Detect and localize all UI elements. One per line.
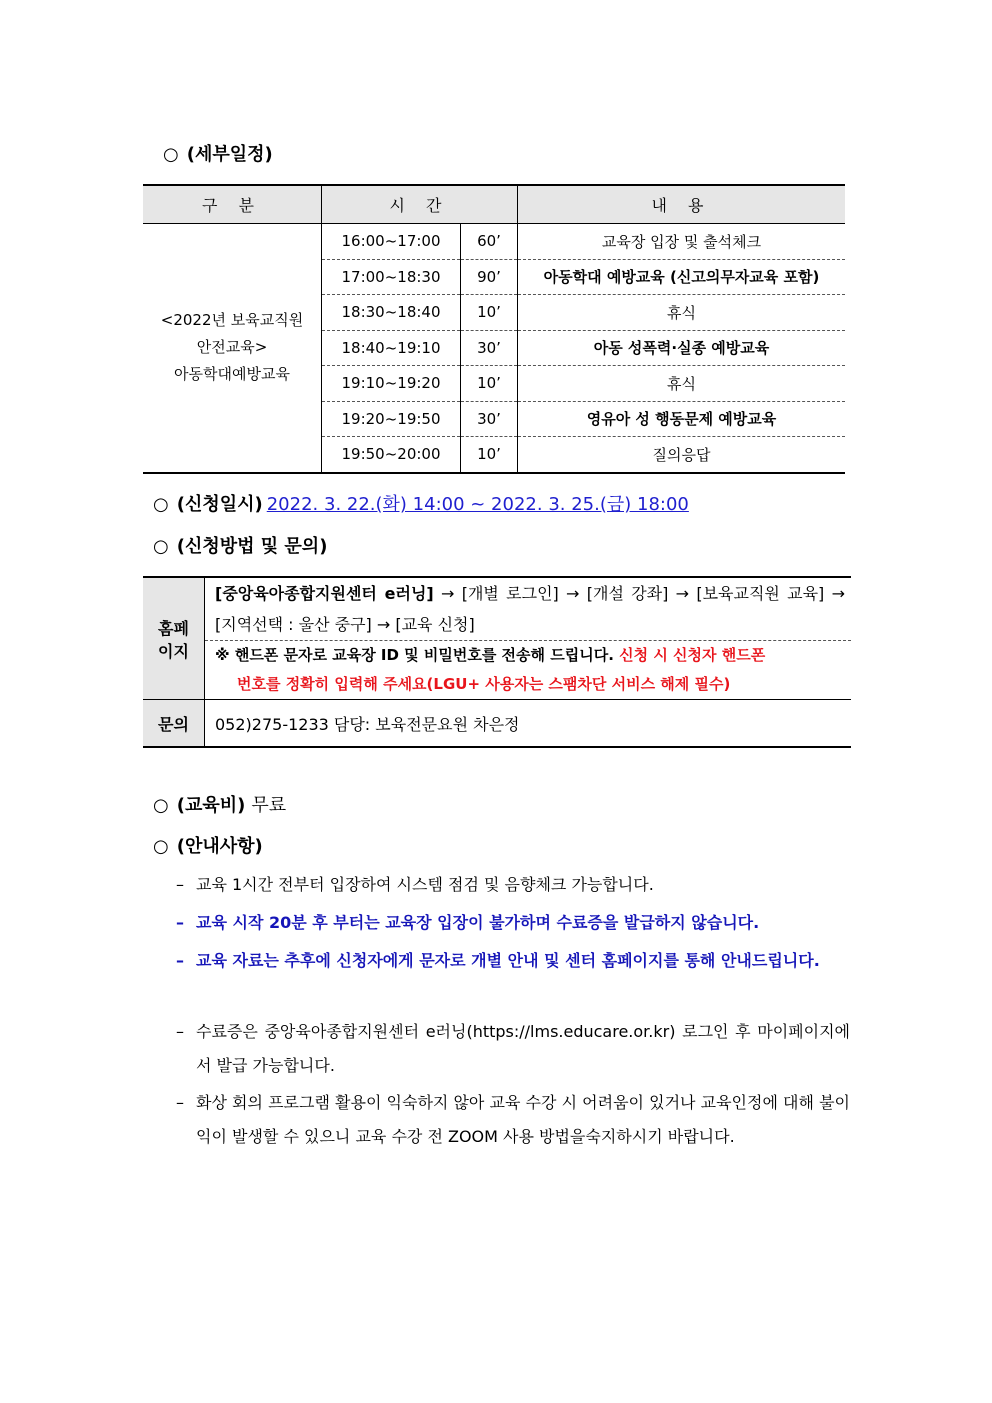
time-cell: 19:10~19:20: [322, 366, 461, 402]
schedule-heading: ○ (세부일정): [163, 144, 273, 165]
table-row: [143, 641, 851, 700]
duration-cell: 90’: [461, 259, 518, 295]
notice-item: – 교육 자료는 추후에 신청자에게 문자로 개별 안내 및 센터 홈페이지를 통해 안내드립니다.: [176, 951, 820, 970]
contact-label: 문의: [143, 700, 205, 748]
time-cell: 19:50~20:00: [322, 437, 461, 473]
apply-table: [143, 576, 851, 748]
content-cell: 질의응답: [518, 437, 846, 473]
duration-cell: 60’: [461, 224, 518, 260]
time-cell: 18:30~18:40: [322, 295, 461, 331]
schedule-group-cell: <2022년 보육교직원 안전교육> 아동학대예방교육: [143, 224, 322, 473]
duration-cell: 10’: [461, 366, 518, 402]
fee-heading: ○ (교육비) 무료: [153, 795, 287, 816]
homepage-label: 홈페 이지: [143, 577, 205, 700]
schedule-header-row: [143, 185, 845, 224]
apply-method-heading: ○ (신청방법 및 문의): [153, 536, 328, 557]
content-cell: 휴식: [518, 295, 846, 331]
notice-item: – 교육 시작 20분 후 부터는 교육장 입장이 불가하며 수료증을 발급하지 않습니다.: [176, 913, 760, 932]
note-mark: ※: [215, 646, 230, 664]
time-cell: 18:40~19:10: [322, 330, 461, 366]
apply-date-value: 2022. 3. 22.(화) 14:00 ~ 2022. 3. 25.(금) 18:00: [266, 494, 689, 515]
table-row: [143, 577, 851, 641]
notice-heading: ○ (안내사항): [153, 836, 263, 857]
time-cell: 17:00~18:30: [322, 259, 461, 295]
content-cell: 교육장 입장 및 출석체크: [518, 224, 846, 260]
content-cell: 아동학대 예방교육 (신고의무자교육 포함): [518, 259, 846, 295]
time-cell: 16:00~17:00: [322, 224, 461, 260]
sms-note: ※ 핸드폰 문자로 교육장 ID 및 비밀번호를 전송해 드립니다. 신청 시 신청자 핸드폰 번호를 정확히 입력해 주세요(LGU+ 사용자는 스팸차단 서비스 해제 필수): [205, 641, 852, 700]
table-row: [143, 224, 845, 260]
content-cell: 아동 성폭력·실종 예방교육: [518, 330, 846, 366]
apply-date-heading: ○ (신청일시) 2022. 3. 22.(화) 14:00 ~ 2022. 3. 25.(금) 18:00: [153, 494, 689, 515]
fee-value: 무료: [251, 795, 287, 816]
duration-cell: 30’: [461, 330, 518, 366]
content-cell: 영유아 성 행동문제 예방교육: [518, 401, 846, 437]
schedule-table: [143, 184, 845, 474]
duration-cell: 30’: [461, 401, 518, 437]
table-row: [143, 700, 851, 748]
notice-item: – 교육 1시간 전부터 입장하여 시스템 점검 및 음향체크 가능합니다.: [176, 875, 654, 894]
header-time: 시 간: [322, 185, 518, 224]
notice-item: – 수료증은 중앙육아종합지원센터 e러닝(https://lms.educare.or.kr) 로그인 후 마이페이지에서 발급 가능합니다.: [176, 1022, 850, 1075]
time-cell: 19:20~19:50: [322, 401, 461, 437]
notice-item: – 화상 회의 프로그램 활용이 익숙하지 않아 교육 수강 시 어려움이 있거나 교육인정에 대해 불이익이 발생할 수 있으니 교육 수강 전 ZOOM 사용 방법을숙지하시기 바랍니다.: [176, 1093, 850, 1146]
duration-cell: 10’: [461, 437, 518, 473]
contact-value: 052)275-1233 담당: 보육전문요원 차은정: [205, 700, 852, 748]
header-category: 구 분: [143, 185, 322, 224]
header-content: 내 용: [518, 185, 846, 224]
apply-path: [중앙육아종합지원센터 e러닝] → [개별 로그인] → [개설 강좌] → [보육교직원 교육] → [지역선택 : 울산 중구] → [교육 신청]: [205, 577, 852, 641]
content-cell: 휴식: [518, 366, 846, 402]
duration-cell: 10’: [461, 295, 518, 331]
